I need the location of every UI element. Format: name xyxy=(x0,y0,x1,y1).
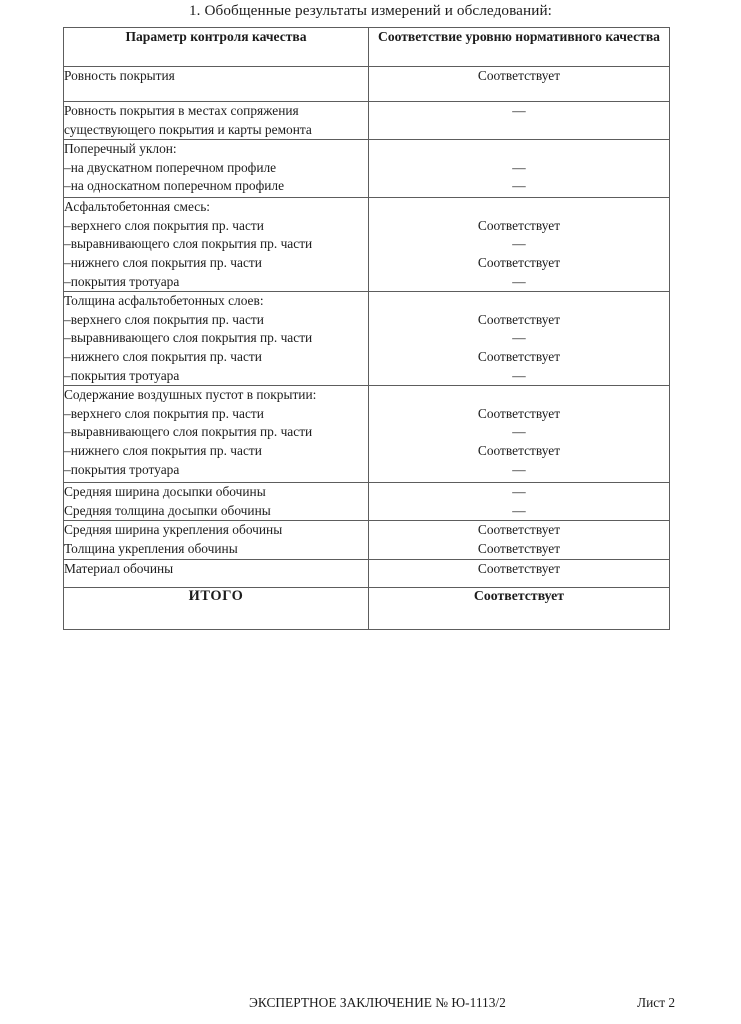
total-value: Соответствует xyxy=(369,587,670,629)
parameter-line: Толщина асфальтобетонных слоев: xyxy=(64,293,264,309)
value-line: Соответствует xyxy=(477,254,561,270)
value-line: — xyxy=(512,367,526,383)
parameter-line: –нижнего слоя покрытия пр. части xyxy=(64,254,262,270)
table-row xyxy=(64,521,670,559)
parameter-line: –на двускатном поперечном профиле xyxy=(64,159,277,175)
table-row xyxy=(64,386,670,483)
parameter-line: Поперечный уклон: xyxy=(64,141,177,157)
value-line: Соответствует xyxy=(477,68,561,83)
parameter-line: существующего покрытия и карты ремонта xyxy=(64,121,312,137)
row-parameter-cell xyxy=(64,483,369,521)
value-line: — xyxy=(512,159,526,175)
parameter-line: Средняя ширина укрепления обочины xyxy=(64,522,283,538)
parameter-line: –на односкатном поперечном профиле xyxy=(64,178,285,194)
column-header-value-line1: Соответствие уровню нормативного xyxy=(378,29,602,44)
value-line: — xyxy=(512,502,526,518)
row-parameter-cell xyxy=(64,292,369,386)
table-row xyxy=(64,292,670,386)
value-line xyxy=(369,292,669,311)
row-value-cell xyxy=(369,386,670,483)
value-line: Соответствует xyxy=(477,560,561,576)
row-parameter-cell xyxy=(64,67,369,102)
value-line: — xyxy=(512,236,526,252)
column-header-value xyxy=(369,28,670,67)
parameter-line: –выравнивающего слоя покрытия пр. части xyxy=(64,424,313,440)
page-footer xyxy=(0,995,741,1017)
value-line: — xyxy=(512,461,526,477)
column-header-parameter: Параметр контроля качества xyxy=(64,28,369,67)
total-label: ИТОГО xyxy=(64,587,369,629)
table-row xyxy=(64,140,670,198)
value-line: Соответствует xyxy=(477,405,561,421)
row-parameter-cell xyxy=(64,140,369,198)
parameter-line: –покрытия тротуара xyxy=(64,367,180,383)
parameter-line: Ровность покрытия в местах сопряжения xyxy=(64,103,299,118)
parameter-line: Толщина укрепления обочины xyxy=(64,540,238,556)
value-line: Соответствует xyxy=(477,311,561,327)
value-line: — xyxy=(512,484,526,500)
value-line: Соответствует xyxy=(477,540,561,556)
parameter-line: Содержание воздушных пустот в покрытии: xyxy=(64,387,317,403)
parameter-line: –выравнивающего слоя покрытия пр. части xyxy=(64,330,313,346)
row-parameter-cell xyxy=(64,521,369,559)
value-line: — xyxy=(512,103,526,118)
row-value-cell xyxy=(369,102,670,140)
parameter-line: Ровность покрытия xyxy=(64,68,175,83)
row-value-cell xyxy=(369,521,670,559)
table-row xyxy=(64,102,670,140)
value-line xyxy=(369,140,669,159)
parameter-line: –нижнего слоя покрытия пр. части xyxy=(64,348,262,364)
row-parameter-cell xyxy=(64,559,369,587)
parameter-line: –верхнего слоя покрытия пр. части xyxy=(64,405,264,421)
parameter-line: –верхнего слоя покрытия пр. части xyxy=(64,217,264,233)
footer-sheet-number: Лист 2 xyxy=(637,995,676,1010)
row-value-cell xyxy=(369,483,670,521)
quality-control-results-table xyxy=(63,27,670,630)
parameter-line: Средняя толщина досыпки обочины xyxy=(64,502,271,518)
value-line: — xyxy=(512,330,526,346)
column-header-value-line2: качества xyxy=(605,29,660,44)
value-line: Соответствует xyxy=(477,217,561,233)
parameter-line: –выравнивающего слоя покрытия пр. части xyxy=(64,236,313,252)
row-parameter-cell xyxy=(64,386,369,483)
footer-document-title: ЭКСПЕРТНОЕ ЗАКЛЮЧЕНИЕ № Ю-1113/2 xyxy=(249,995,506,1010)
parameter-line: Материал обочины xyxy=(64,560,174,576)
row-value-cell xyxy=(369,559,670,587)
parameter-line: Асфальтобетонная смесь: xyxy=(64,199,211,215)
table-row xyxy=(64,483,670,521)
row-value-cell xyxy=(369,140,670,198)
page-title: 1. Обобщенные результаты измерений и обследований: xyxy=(188,2,553,19)
table-row xyxy=(64,198,670,292)
parameter-line: Средняя ширина досыпки обочины xyxy=(64,484,266,500)
table-body xyxy=(64,67,670,630)
value-line xyxy=(369,386,669,405)
table-header xyxy=(64,28,670,67)
parameter-line: –покрытия тротуара xyxy=(64,461,180,477)
parameter-line: –покрытия тротуара xyxy=(64,273,180,289)
row-parameter-cell xyxy=(64,198,369,292)
value-line: — xyxy=(512,273,526,289)
parameter-line: –верхнего слоя покрытия пр. части xyxy=(64,311,264,327)
parameter-line: –нижнего слоя покрытия пр. части xyxy=(64,442,262,458)
value-line: Соответствует xyxy=(477,522,561,538)
table-header-row xyxy=(64,28,670,67)
value-line: Соответствует xyxy=(477,442,561,458)
row-value-cell xyxy=(369,198,670,292)
value-line: — xyxy=(512,424,526,440)
value-line: — xyxy=(512,178,526,194)
value-line xyxy=(369,198,669,217)
row-parameter-cell xyxy=(64,102,369,140)
value-line: Соответствует xyxy=(477,348,561,364)
table-row xyxy=(64,559,670,587)
row-value-cell xyxy=(369,292,670,386)
table-total-row xyxy=(64,587,670,629)
table-row xyxy=(64,67,670,102)
row-value-cell xyxy=(369,67,670,102)
